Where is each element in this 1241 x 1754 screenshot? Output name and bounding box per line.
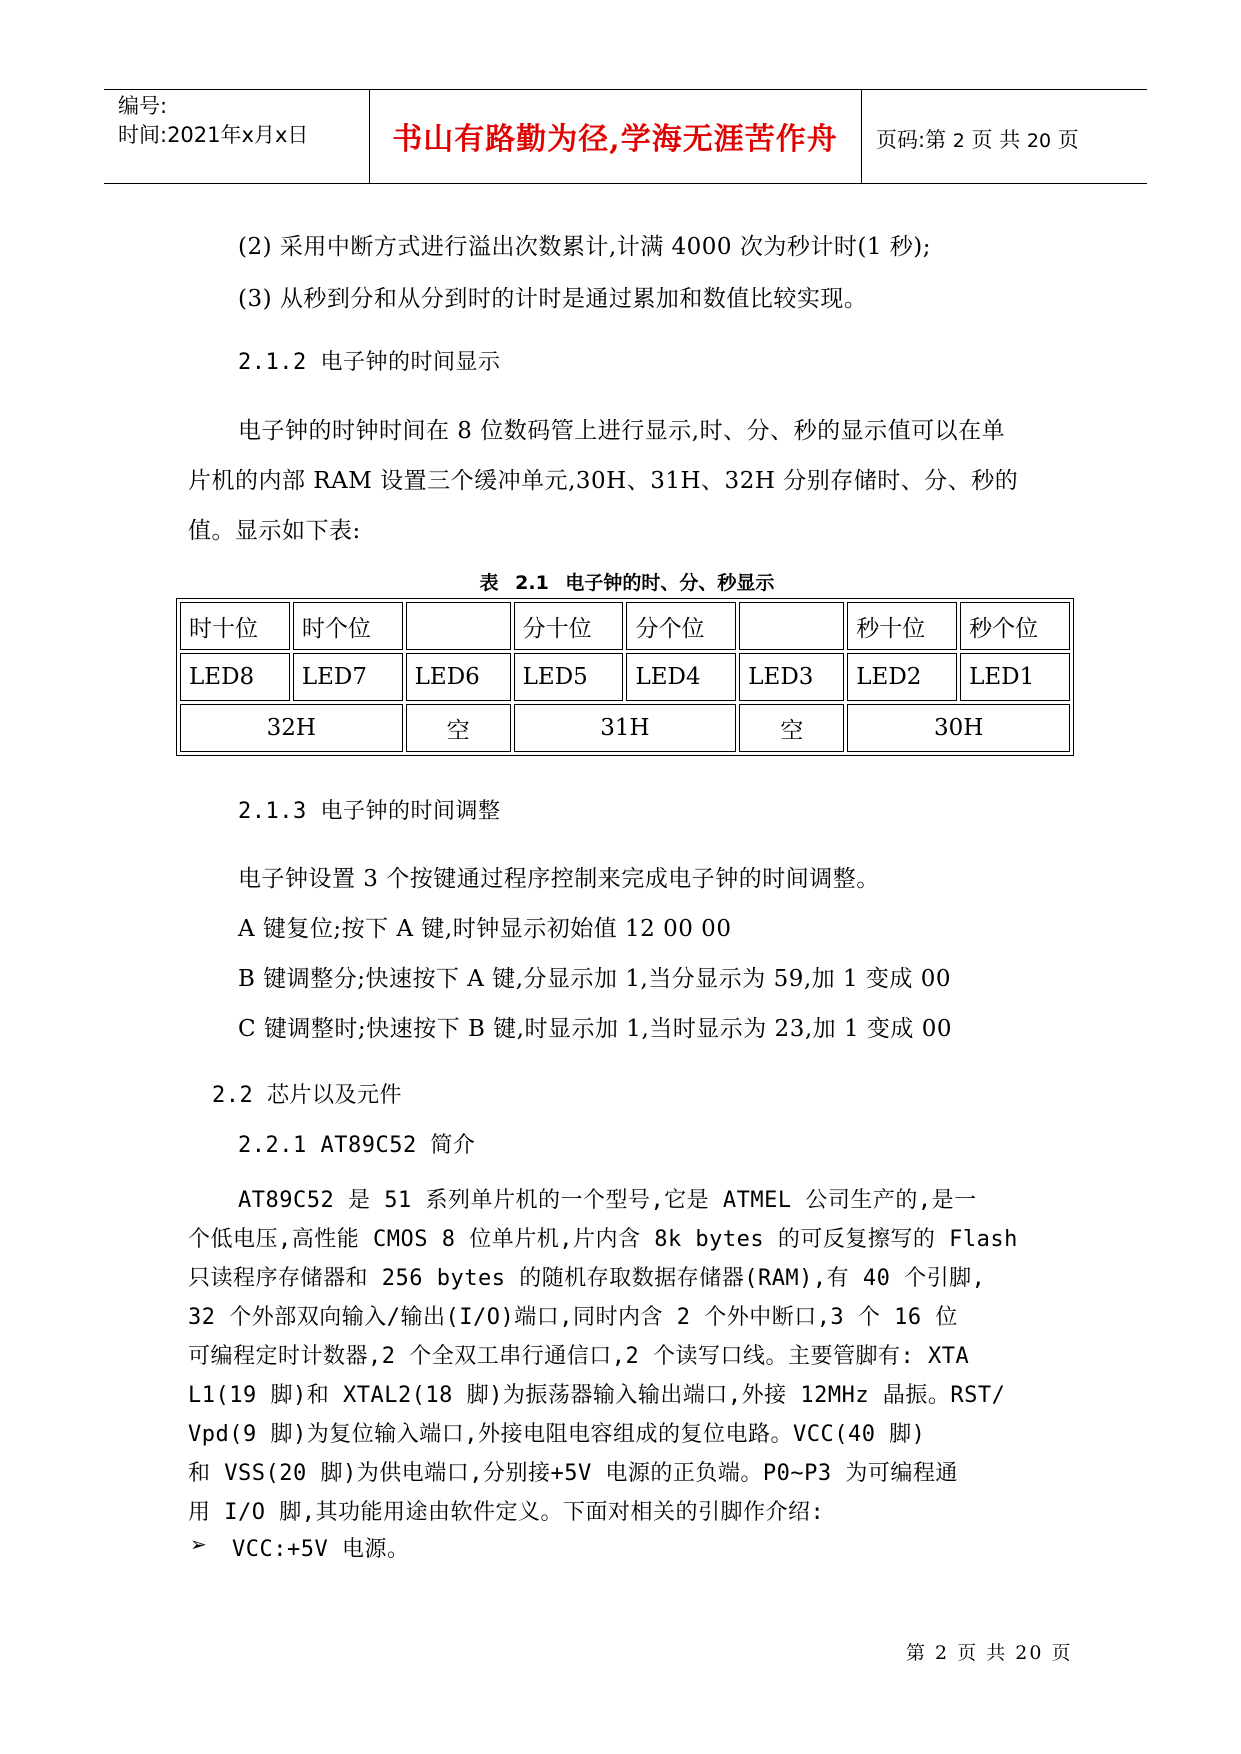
paragraph-display-line3: 值。显示如下表: [188,518,361,544]
table-row [180,704,1070,752]
section-heading-2-2-1: 2.2.1 AT89C52 简介 [238,1133,476,1158]
header-meta [118,92,308,150]
bullet-vcc: VCC:+5V 电源。 [232,1537,410,1562]
paragraph-at89c52-line8: 和 VSS(20 脚)为供电端口,分别接+5V 电源的正负端。P0~P3 为可编程通 [188,1461,958,1486]
table-cell: LED8 [180,653,290,701]
table-cell: LED6 [406,653,511,701]
paragraph-display-line1: 电子钟的时钟时间在 8 位数码管上进行显示,时、分、秒的显示值可以在单 [238,418,1006,444]
header-divider-right [861,89,862,183]
page-current: 2 [952,130,965,152]
table-cell: 分十位 [514,602,624,650]
list-item-3: (3) 从秒到分和从分到时的计时是通过累加和数值比较实现。 [238,286,868,312]
table-caption: 表 2.1 电子钟的时、分、秒显示 [479,572,775,594]
table-row [180,602,1070,650]
paragraph-at89c52-line9: 用 I/O 脚,其功能用途由软件定义。下面对相关的引脚作介绍: [188,1500,825,1525]
table-cell: 秒十位 [847,602,957,650]
table-cell: 30H [847,704,1070,752]
table-cell [406,602,511,650]
table-cell: 时个位 [293,602,403,650]
header-motto: 书山有路勤为径,学海无涯苦作舟 [392,122,838,157]
table-cell: 分个位 [626,602,736,650]
doc-number-label: 编号: [118,94,168,118]
paragraph-keys: 电子钟设置 3 个按键通过程序控制来完成电子钟的时间调整。 [238,866,880,892]
list-item-2: (2) 采用中断方式进行溢出次数累计,计满 4000 次为秒计时(1 秒); [238,234,931,260]
paragraph-at89c52-line5: 可编程定时计数器,2 个全双工串行通信口,2 个读写口线。主要管脚有: XTA [188,1344,970,1369]
table-cell: 空 [739,704,844,752]
header-top-rule [104,89,1147,90]
page-suffix: 页 [1057,128,1079,152]
section-heading-2-1-3: 2.1.3 电子钟的时间调整 [238,799,501,824]
table-cell [739,602,844,650]
bullet-arrow-icon: ➢ [190,1532,207,1556]
section-heading-2-1-2: 2.1.2 电子钟的时间显示 [238,350,501,375]
header-page-info [876,124,1079,154]
table-cell: 31H [514,704,737,752]
paragraph-display-line2: 片机的内部 RAM 设置三个缓冲单元,30H、31H、32H 分别存储时、分、秒的 [188,468,1019,494]
key-b-description: B 键调整分;快速按下 A 键,分显示加 1,当分显示为 59,加 1 变成 00 [238,966,951,992]
table-cell: LED4 [626,653,736,701]
key-c-description: C 键调整时;快速按下 B 键,时显示加 1,当时显示为 23,加 1 变成 00 [238,1016,952,1042]
key-a-description: A 键复位;按下 A 键,时钟显示初始值 12 00 00 [238,916,732,942]
section-heading-2-2: 2.2 芯片以及元件 [212,1083,402,1108]
table-cell: 空 [406,704,511,752]
page-footer: 第 2 页 共 20 页 [906,1642,1073,1664]
table-cell: LED1 [960,653,1070,701]
table-cell: 时十位 [180,602,290,650]
paragraph-at89c52-line7: Vpd(9 脚)为复位输入端口,外接电阻电容组成的复位电路。VCC(40 脚) [188,1422,926,1447]
header-bottom-rule [104,183,1147,184]
table-cell: LED5 [514,653,624,701]
paragraph-at89c52-line6: L1(19 脚)和 XTAL2(18 脚)为振荡器输入输出端口,外接 12MHz 晶振。RST/ [188,1383,1006,1408]
paragraph-at89c52-line1: AT89C52 是 51 系列单片机的一个型号,它是 ATMEL 公司生产的,是一 [238,1188,977,1213]
table-cell: 秒个位 [960,602,1070,650]
table-cell: 32H [180,704,403,752]
doc-time-label: 时间:2021年x月x日 [118,123,309,147]
paragraph-at89c52-line2: 个低电压,高性能 CMOS 8 位单片机,片内含 8k bytes 的可反复擦写的 Flash [188,1227,1018,1252]
table-cell: LED7 [293,653,403,701]
table-cell: LED3 [739,653,844,701]
page-prefix: 页码:第 [876,128,947,152]
paragraph-at89c52-line4: 32 个外部双向输入/输出(I/O)端口,同时内含 2 个外中断口,3 个 16 位 [188,1305,958,1330]
table-row [180,653,1070,701]
page-mid: 页 共 [971,128,1021,152]
display-table [176,598,1074,756]
page-total: 20 [1026,130,1052,152]
paragraph-at89c52-line3: 只读程序存储器和 256 bytes 的随机存取数据存储器(RAM),有 40 个引脚, [188,1266,986,1291]
table-cell: LED2 [847,653,957,701]
